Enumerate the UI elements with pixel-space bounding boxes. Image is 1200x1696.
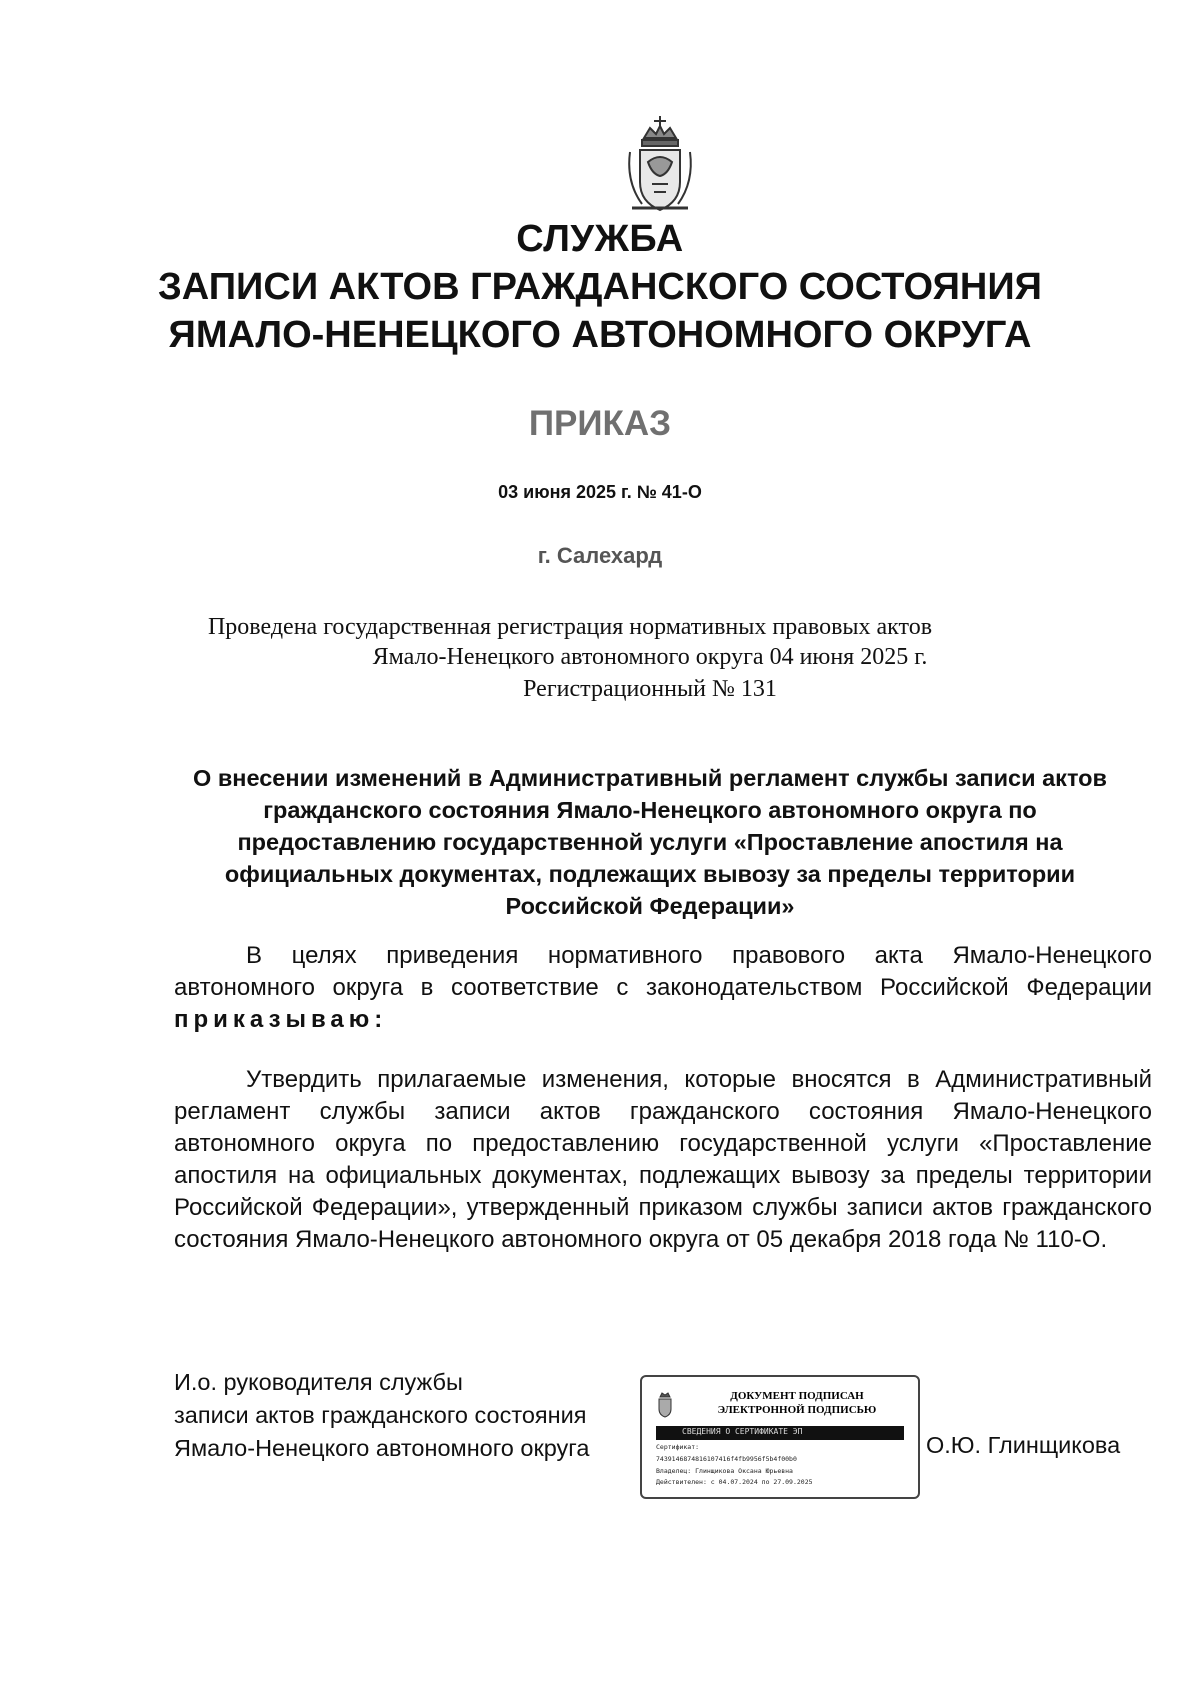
registration-line3: Регистрационный № 131 [523,676,777,702]
document-title: О внесении изменений в Административный регламент службы записи актов гражданского состояния Ямало-Ненецкого автономного округа по предоставлению государственной услуги «Проставление апостиля на официальных документах, подлежащих вывозу за пределы территории Российской Федерации» [193,765,1107,919]
stamp-validity: Действителен: с 04.07.2024 по 27.09.2025 [656,1478,813,1486]
stamp-cert-label: Сертификат: [656,1443,700,1451]
stamp-bar-text: СВЕДЕНИЯ О СЕРТИФИКАТЕ ЭП [682,1427,803,1436]
paragraph-decision: Утвердить прилагаемые изменения, которые вносятся в Административный регламент службы записи актов гражданского состояния Ямало-Ненецкого автономного округа по предоставлению государственной услуги «Проставление апостиля на официальных документах, подлежащих вывозу за пределы территории Российской Федерации», утвержденный приказом службы записи актов гражданского состояния Ямало-Ненецкого автономного округа от 05 декабря 2018 года № 110-О. [174,1066,1152,1253]
org-name-line3: ЯМАЛО-НЕНЕЦКОГО АВТОНОМНОГО ОКРУГА [168,314,1032,356]
document-type: ПРИКАЗ [528,404,672,443]
stamp-title-line1: ДОКУМЕНТ ПОДПИСАН [730,1390,864,1402]
stamp-title-line2: ЭЛЕКТРОННОЙ ПОДПИСЬЮ [717,1404,877,1416]
signer-position-line1: И.о. руководителя службы [174,1369,463,1395]
stamp-cert-number: 7439146874816107416f4fb9956f5b4f00b0 [656,1455,797,1463]
preamble-text: В целях приведения нормативного правового акта Ямало-Ненецкого автономного округа в соответствие с законодательством Российской Федерации [174,942,1152,1001]
stamp-emblem-icon [654,1389,676,1419]
coat-of-arms-icon [622,112,698,216]
paragraph-preamble [174,940,1152,1036]
registration-line2: Ямало-Ненецкого автономного округа 04 июня 2025 г. [372,644,928,670]
registration-line1: Проведена государственная регистрация нормативных правовых актов [207,614,933,640]
stamp-owner: Владелец: Глинщикова Оксана Юрьевна [656,1467,793,1475]
document-city: г. Салехард [537,543,663,568]
org-name-line1: СЛУЖБА [516,218,684,260]
signer-position-line2: записи актов гражданского состояния [174,1402,587,1428]
document-date-number: 03 июня 2025 г. № 41-О [498,482,702,502]
signer-position-line3: Ямало-Ненецкого автономного округа [174,1435,590,1461]
org-name-line2: ЗАПИСИ АКТОВ ГРАЖДАНСКОГО СОСТОЯНИЯ [158,266,1042,308]
order-word: приказываю: [174,1006,388,1033]
electronic-signature-stamp [640,1375,920,1499]
signer-position [174,1366,589,1465]
signer-name: О.Ю. Глинщикова [926,1432,1121,1458]
stamp-title [682,1389,912,1417]
